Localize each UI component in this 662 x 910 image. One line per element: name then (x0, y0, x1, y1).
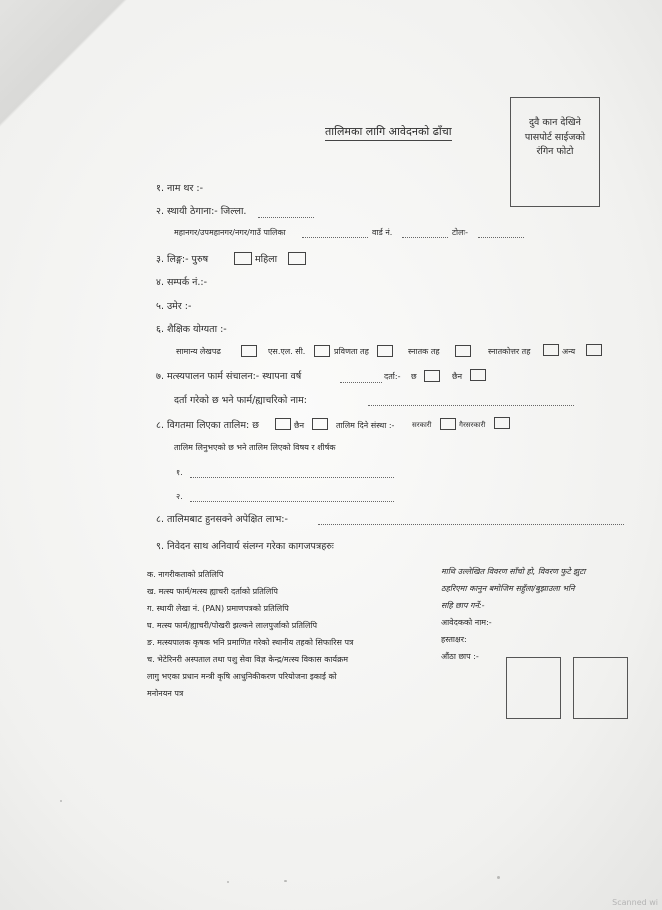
training-item-2-field[interactable] (190, 500, 394, 502)
ward-field[interactable] (402, 236, 448, 238)
male-checkbox[interactable] (234, 252, 252, 265)
edu-general-checkbox[interactable] (241, 345, 257, 357)
gender-label: ३. लिङ्ग:- पुरुष (156, 254, 209, 265)
edu-cert-label: प्रविणता तह (334, 347, 369, 356)
govt-label: सरकारी (412, 421, 432, 429)
establish-year-field[interactable] (340, 381, 382, 383)
registered-yes-label: छ (411, 372, 417, 381)
fish-farm-label: ७. मत्स्यपालन फार्म संचालन:- स्थापना वर्ष (156, 371, 302, 382)
edu-bachelor-label: स्नातक तह (408, 347, 440, 356)
registered-label: दर्ता:- (384, 372, 401, 381)
photo-label-line1: दुवै कान देखिने (529, 117, 581, 128)
training-subject-label: तालिम लिनुभएको छ भने तालिम लिएको विषय र शीर्षक (174, 443, 336, 452)
right-thumbprint-box[interactable] (573, 657, 628, 719)
doc-item-6: च. भेटेरिनरी अस्पताल तथा पशु सेवा विज्ञ केन्द्र/मत्स्य विकास कार्यक्रम (147, 655, 349, 664)
ward-label: वार्ड नं. (372, 228, 393, 237)
photo-box (510, 97, 600, 207)
registered-no-checkbox[interactable] (470, 369, 486, 381)
edu-general-label: सामान्य लेखपढ (176, 347, 221, 356)
expected-benefit-label: ८. तालिमबाट हुनसक्ने अपेक्षित लाभ:- (156, 514, 288, 525)
doc-item-3: ग. स्थायी लेखा नं. (PAN) प्रमाणपत्रको प्रतिलिपि (147, 604, 289, 613)
thumbprint-label: औंठा छाप :- (441, 652, 479, 661)
edu-other-label: अन्य (562, 347, 576, 356)
female-checkbox[interactable] (288, 252, 306, 265)
scan-speck (60, 800, 62, 802)
training-org-label: तालिम दिने संस्था :- (336, 421, 395, 430)
applicant-name-label: आवेदकको नाम:- (441, 618, 492, 627)
female-label: महिला (255, 254, 278, 265)
edu-cert-checkbox[interactable] (377, 345, 393, 357)
photo-label-line3: रंगिन फोटो (536, 146, 574, 158)
form-title: तालिमका लागि आवेदनको ढाँचा (325, 124, 452, 141)
attachments-label: ९. निवेदन साथ अनिवार्य संलग्न गरेका कागजपत्रहरुः (156, 541, 334, 552)
municipality-field[interactable] (302, 236, 368, 238)
govt-checkbox[interactable] (440, 418, 456, 430)
edu-master-checkbox[interactable] (543, 344, 559, 356)
municipality-label: महानगर/उपमहानगर/नगर/गाउँ पालिका (174, 228, 286, 237)
declaration-line3: सहि छाप गर्ने:- (441, 601, 485, 610)
nongovt-checkbox[interactable] (494, 417, 510, 429)
past-training-no-label: छैन (294, 421, 305, 430)
district-field[interactable] (258, 216, 314, 218)
declaration-line1: माथि उल्लेखित विवरण साँचो हो, विवरण फुटे झुटा (441, 567, 586, 576)
address-label: २. स्थायी ठेगाना:- जिल्ला. (156, 206, 247, 217)
age-label: ५. उमेर :- (156, 301, 192, 312)
training-item-1-label: १. (176, 468, 183, 477)
scan-speck (284, 880, 287, 882)
name-label: १. नाम थर :- (156, 183, 204, 194)
past-training-yes-checkbox[interactable] (275, 418, 291, 430)
registered-no-label: छैन (452, 372, 463, 381)
education-label: ६. शैक्षिक योग्यता :- (156, 324, 227, 335)
scan-speck (497, 876, 500, 879)
farm-name-field[interactable] (368, 404, 574, 406)
signature-label: हस्ताक्षर: (441, 635, 467, 644)
doc-item-1: क. नागरीकताको प्रतिलिपि (147, 570, 224, 579)
scanned-watermark: Scanned wi (612, 898, 658, 907)
declaration-line2: ठहरिएमा कानुन बमोजिम सहुँला/बुझाउला भनि (441, 584, 575, 593)
nongovt-label: गैरसरकारी (459, 421, 486, 429)
doc-item-6-cont: लागु भएका प्रधान मन्त्री कृषि आधुनिकीकरण परियोजना इकाई को (147, 672, 337, 681)
edu-bachelor-checkbox[interactable] (455, 345, 471, 357)
past-training-no-checkbox[interactable] (312, 418, 328, 430)
doc-item-5: ङ. मत्स्यपालक कृषक भनि प्रमाणित गरेको स्थानीय तहको सिफारिस पत्र (147, 638, 354, 647)
edu-other-checkbox[interactable] (586, 344, 602, 356)
folded-corner (0, 0, 140, 150)
doc-item-2: ख. मत्स्य फार्म/मत्स्य ह्याचरी दर्ताको प्रतिलिपि (147, 587, 278, 596)
scan-speck (227, 881, 229, 883)
contact-label: ४. सम्पर्क नं.:- (156, 277, 208, 288)
expected-benefit-field[interactable] (318, 523, 624, 525)
edu-slc-label: एस.एल. सी. (268, 347, 306, 356)
doc-item-6-cont2: मनोनयन पत्र (147, 689, 184, 698)
tole-field[interactable] (478, 236, 524, 238)
edu-master-label: स्नातकोत्तर तह (488, 347, 531, 356)
photo-label-line2: पासपोर्ट साईजको (524, 131, 586, 143)
past-training-label: ८. विगतमा लिएका तालिम: छ (156, 420, 259, 431)
registered-yes-checkbox[interactable] (424, 370, 440, 382)
left-thumbprint-box[interactable] (506, 657, 561, 719)
tole-label: टोलः- (452, 228, 469, 237)
edu-slc-checkbox[interactable] (314, 345, 330, 357)
farm-name-label: दर्ता गरेको छ भने फार्म/ह्याचरिको नाम: (174, 395, 307, 406)
doc-item-4: घ. मत्स्य फार्म/ह्याचरी/पोखरी झल्कने लालपुर्जाको प्रतिलिपि (147, 621, 318, 630)
training-item-2-label: २. (176, 492, 183, 501)
training-item-1-field[interactable] (190, 476, 394, 478)
